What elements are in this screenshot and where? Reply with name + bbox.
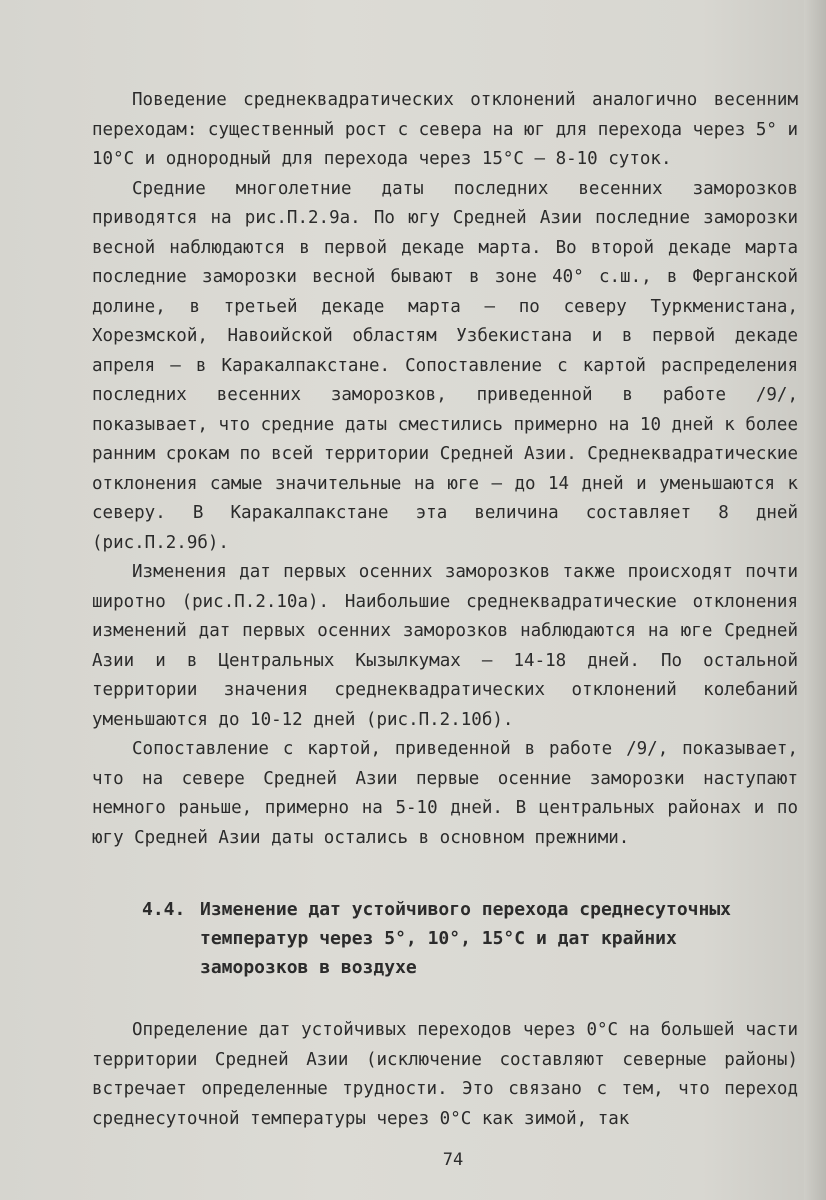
paragraph-3: Изменения дат первых осенних заморозков также происходят почти широтно (рис.П.2.10а). Наибольшие среднеквадратические отклонения изменений дат первых осенних заморозков наблюдаются на юге Средней Азии и в Центральных Кызылкумах – 14-18 дней. По остальной территории значения среднеквадратических отклонений колебаний уменьшаются до 10-12 дней (рис.П.2.10б). [92,562,798,730]
paragraph-5: Определение дат устойчивых переходов через 0°С на большей части территории Средней Азии (исключение составляют северные районы) встречает определенные трудности. Это связано с тем, что переход среднесуточной температуры через 0°С как зимой, так [92,1020,798,1129]
paragraph-2: Средние многолетние даты последних весенних заморозков приводятся на рис.П.2.9а. По югу Средней Азии последние заморозки весной наблюдаются в первой декаде марта. Во второй декаде марта последние заморозки весной бывают в зоне 40° с.ш., в Ферганской долине, в третьей декаде марта – по северу Туркменистана, Хорезмской, Навоийской областям Узбекистана и в первой декаде апреля – в Каракалпакстане. Сопоставление с картой распределения последних весенних заморозков, приведенной в работе /9/, показывает, что средние даты сместились примерно на 10 дней к более ранним срокам по всей территории Средней Азии. Среднеквадратические отклонения самые значительные на юге – до 14 дней и уменьшаются к северу. В Каракалпакстане эта величина составляет 8 дней (рис.П.2.9б). [92,178,798,553]
section-title-line-3: заморозков в воздухе [200,957,417,978]
page-number: 74 [442,1150,464,1170]
page-edge-shadow [804,0,826,1200]
paragraph-1: Поведение среднеквадратических отклонений аналогично весенним переходам: существенный рост с севера на юг для перехода через 5° и 10°С и однородный для перехода через 15°С – 8-10 суток. [92,90,798,169]
section-title-line-1: Изменение дат устойчивого перехода среднесуточных [200,899,732,920]
paragraph-4: Сопоставление с картой, приведенной в работе /9/, показывает, что на севере Средней Азии первые осенние заморозки наступают немного раньше, примерно на 5-10 дней. В центральных районах и по югу Средней Азии даты остались в основном прежними. [92,739,798,848]
document-body [92,86,798,1134]
section-title-line-2: температур через 5°, 10°, 15°С и дат крайних [200,928,677,949]
section-number: 4.4. [142,899,186,920]
section-heading [142,895,798,982]
